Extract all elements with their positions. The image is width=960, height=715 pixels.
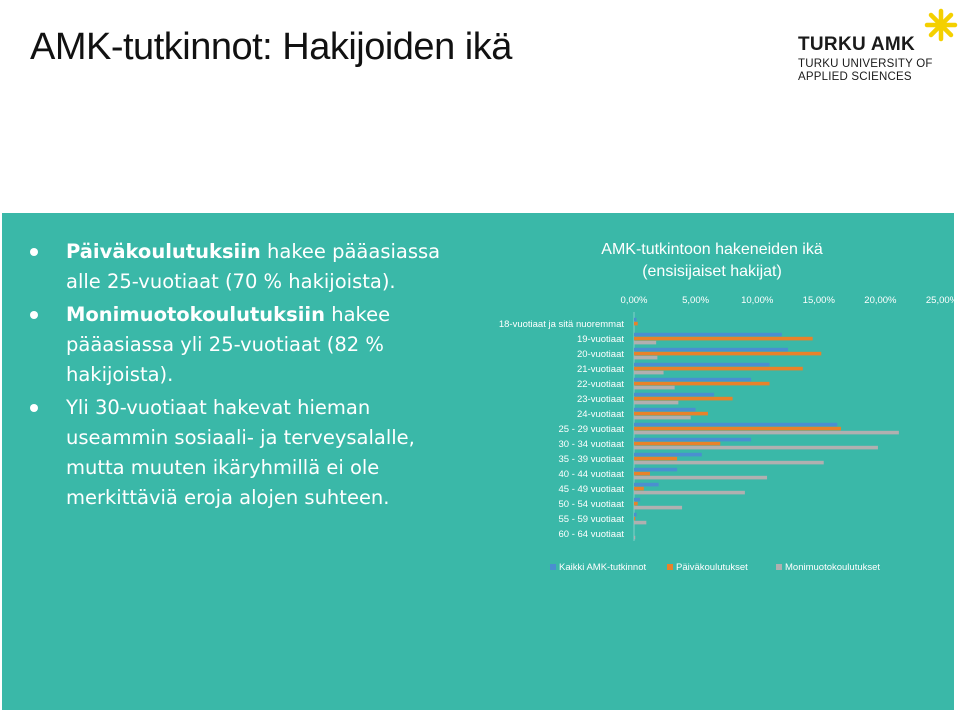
bar-monimuotokoulutukset (634, 371, 664, 375)
bullet-item (30, 393, 460, 513)
category-label: 24-vuotiaat (576, 408, 624, 420)
bar-kaikki (634, 423, 837, 427)
category-label: 50 - 54 vuotiaat (558, 498, 624, 510)
bar-monimuotokoulutukset (634, 476, 767, 480)
bar-paivakoulutukset (634, 487, 644, 491)
x-tick-label: 10,00% (741, 295, 774, 306)
bar-kaikki (634, 393, 714, 397)
legend-label: Kaikki AMK-tutkinnot (559, 562, 647, 573)
category-label: 55 - 59 vuotiaat (558, 513, 624, 525)
bar-paivakoulutukset (634, 367, 803, 371)
category-label: 25 - 29 vuotiaat (558, 423, 624, 435)
turku-amk-logo (798, 8, 960, 88)
category-label: 21-vuotiaat (576, 363, 624, 375)
bar-monimuotokoulutukset (634, 491, 745, 495)
bullet-list (30, 237, 460, 516)
bar-kaikki (634, 408, 696, 412)
category-label: 19-vuotiaat (576, 333, 624, 345)
category-label: 40 - 44 vuotiaat (558, 468, 624, 480)
legend-label: Monimuotokoulutukset (785, 562, 881, 573)
bar-monimuotokoulutukset (634, 386, 675, 390)
age-bar-chart (472, 289, 959, 669)
bullet-dot-icon (30, 404, 38, 412)
category-label: 23-vuotiaat (576, 393, 624, 405)
legend-label: Päiväkoulutukset (676, 562, 748, 573)
bullet-dot-icon (30, 311, 38, 319)
bar-paivakoulutukset (634, 442, 720, 446)
category-label: 18-vuotiaat ja sitä nuoremmat (498, 318, 624, 330)
bar-kaikki (634, 498, 640, 502)
category-label: 45 - 49 vuotiaat (558, 483, 624, 495)
category-label: 35 - 39 vuotiaat (558, 453, 624, 465)
bar-paivakoulutukset (634, 412, 708, 416)
star-logo-icon (924, 8, 958, 42)
bar-kaikki (634, 453, 702, 457)
bullet-text: hakee pääasiassa alle 25-vuotiaat (70 % hakijoista). (66, 240, 441, 293)
bar-kaikki (634, 438, 751, 442)
bar-paivakoulutukset (634, 472, 650, 476)
bullet-item (30, 237, 460, 297)
chart-title-line-1: AMK-tutkintoon hakeneiden ikä (601, 241, 823, 258)
bar-paivakoulutukset (634, 337, 813, 341)
category-label: 60 - 64 vuotiaat (558, 528, 624, 540)
bar-kaikki (634, 333, 782, 337)
bullet-text: Yli 30-vuotiaat hakevat hieman useammin sosiaali- ja terveysalalle, mutta muuten ikäryhmillä ei ole merkittäviä eroja alojen suhteen. (66, 396, 415, 509)
bar-kaikki (634, 483, 659, 487)
bar-kaikki (634, 378, 751, 382)
content-panel (2, 213, 959, 710)
logo-subtitle-2: APPLIED SCIENCES (798, 71, 912, 83)
bar-kaikki (634, 318, 636, 322)
bar-kaikki (634, 468, 677, 472)
bar-paivakoulutukset (634, 352, 821, 356)
bar-monimuotokoulutukset (634, 506, 682, 510)
bullet-item (30, 300, 460, 390)
bar-paivakoulutukset (634, 322, 638, 326)
category-label: 30 - 34 vuotiaat (558, 438, 624, 450)
bar-monimuotokoulutukset (634, 341, 656, 345)
bar-paivakoulutukset (634, 397, 733, 401)
x-tick-label: 5,00% (682, 295, 710, 306)
bar-monimuotokoulutukset (634, 536, 635, 540)
bar-monimuotokoulutukset (634, 461, 824, 465)
bullet-strong: Päiväkoulutuksiin (66, 240, 261, 263)
bar-paivakoulutukset (634, 502, 638, 506)
logo-subtitle-1: TURKU UNIVERSITY OF (798, 58, 933, 70)
bar-kaikki (634, 348, 788, 352)
bar-kaikki (634, 363, 770, 367)
category-label: 22-vuotiaat (576, 378, 624, 390)
legend-swatch (667, 564, 673, 570)
logo-name: TURKU AMK (798, 34, 916, 55)
bar-paivakoulutukset (634, 382, 770, 386)
legend-swatch (550, 564, 556, 570)
bar-paivakoulutukset (634, 517, 635, 521)
chart-title-line-2: (ensisijaiset hakijat) (642, 263, 782, 280)
x-tick-label: 25,00% (925, 295, 959, 306)
bullet-text: hakee pääasiassa yli 25-vuotiaat (82 % hakijoista). (66, 303, 391, 386)
bullet-strong: Monimuotokoulutuksiin (66, 303, 326, 326)
chart-title (542, 239, 882, 283)
slide-title: AMK-tutkinnot: Hakijoiden ikä (30, 26, 512, 68)
bar-monimuotokoulutukset (634, 356, 657, 360)
x-tick-label: 20,00% (864, 295, 897, 306)
x-tick-label: 0,00% (620, 295, 648, 306)
legend-swatch (776, 564, 782, 570)
bar-paivakoulutukset (634, 427, 841, 431)
bar-kaikki (634, 513, 636, 517)
bar-monimuotokoulutukset (634, 431, 899, 435)
category-label: 20-vuotiaat (576, 348, 624, 360)
bullet-dot-icon (30, 248, 38, 256)
bar-monimuotokoulutukset (634, 401, 678, 405)
bar-monimuotokoulutukset (634, 521, 646, 525)
x-tick-label: 15,00% (802, 295, 835, 306)
bar-monimuotokoulutukset (634, 416, 691, 420)
bar-monimuotokoulutukset (634, 446, 878, 450)
bar-paivakoulutukset (634, 457, 677, 461)
